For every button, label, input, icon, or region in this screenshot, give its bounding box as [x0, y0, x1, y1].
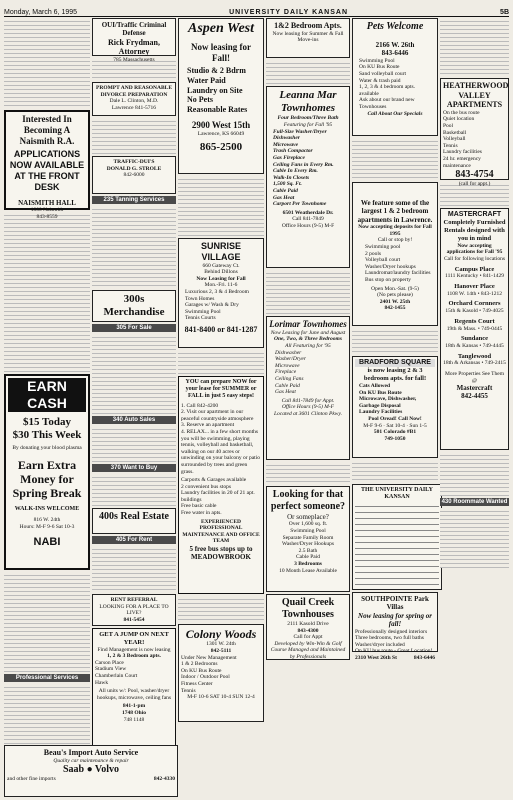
column-6 [440, 18, 509, 796]
meadow-step: 3. Reserve an apartment [181, 422, 235, 429]
lorimar-item: Ceiling Fans [275, 375, 304, 382]
colony-item: Tennis [181, 687, 196, 694]
oui-name: Rick Frydman, Attorney [108, 37, 160, 57]
perfect-item: Separate Family Room [282, 534, 334, 541]
colony-hours: M-F 10-6 SAT 10-4 SUN 12-4 [187, 694, 255, 701]
naismith-line: APPLICATIONS NOW AVAILABLE AT THE FRONT DESK [9, 149, 85, 192]
bradford-phone: 749-1050 [384, 435, 406, 442]
master-loc-name: Regents Court [454, 317, 495, 325]
classified-text [352, 328, 438, 354]
naismith-head: Interested In Becoming A Naismith R.A. [19, 114, 75, 146]
south-footer [355, 655, 435, 662]
meadowbrook-ad [178, 376, 264, 594]
colony-woods-ad [178, 624, 264, 722]
jump-pool: All units w/: Pool, washer/dryer hookups, microwave, ceiling fans [96, 688, 172, 701]
aspen-city: Lawrence, KS 66049 [197, 131, 245, 138]
leanna-item: Cable In Every Rm. [273, 168, 318, 175]
lorimar-sub: One, Two, & Three Bedrooms [274, 336, 342, 343]
quail-name: Quail Creek Townhouses [281, 597, 335, 620]
south-item: Professionally designed interiors [355, 628, 428, 635]
traffic-head: TRAFFIC-DUI'S [113, 159, 155, 165]
section-want-to-buy: 370 Want to Buy [92, 464, 176, 472]
earn-addr: 816 W. 24th [33, 516, 61, 523]
meadow-step: 1. Call 842-4200 [181, 402, 219, 409]
sunrise-item: Swimming Pool [185, 308, 221, 315]
parkrun-item: Bus stop on property [365, 276, 411, 283]
naismith-phone: 843-8559 [36, 213, 58, 220]
oui-traffic-ad [92, 18, 176, 63]
jump-item: Carson Place [95, 659, 124, 666]
perfect-item: 2.5 Bath [298, 547, 318, 554]
meadow-amen: Laundry facilities in 20 of 21 apt. buildings [181, 490, 255, 503]
lorimar-feat: All Featuring for '95 [285, 342, 331, 349]
bradford-item: Cats Allowed [359, 382, 391, 389]
lorimar-ad [266, 316, 350, 460]
beaus-phone: 842-4330 [153, 776, 175, 783]
sunrise-phone: 841-8400 or 841-1287 [184, 324, 258, 334]
sunrise-item: Garages w/ Wash & Dry [185, 302, 239, 309]
parkrun-item: Call or stop by! [377, 237, 413, 244]
colony-item: Indoor / Outdoor Pool [181, 674, 230, 681]
aspen-now: Now leasing for Fall! [191, 41, 251, 63]
master-head: MASTERCRAFT [447, 211, 502, 218]
meadow-bus: 5 free bus stops up to MEADOWBROOK [189, 545, 253, 562]
form-lines [355, 502, 439, 585]
perfect-bed: 3 Bedrooms [294, 560, 322, 567]
perfect-item: Washer/Dryer Hookups [282, 541, 334, 548]
jump-head: GET A JUMP ON NEXT YEAR! [99, 631, 169, 646]
earn-spring: Earn Extra Money for Spring Break [12, 457, 82, 501]
divorce-name: Dale L. Clinton, M.D. [109, 98, 159, 105]
beaus-line: Quality car maintenance & repair [53, 757, 129, 764]
heather-item: Quiet location [443, 116, 475, 123]
divorce-ad [92, 82, 176, 116]
real-estate-header [92, 508, 176, 534]
leanna-hours: Office Hours (9-5) M-F [281, 222, 335, 229]
leanna-item: Dishwasher [273, 135, 300, 142]
section-tanning: 235 Tanning Services [92, 196, 176, 204]
jump-phone: 841-1-pm [122, 703, 146, 710]
lorimar-item: Cable Paid [275, 382, 300, 389]
heather-name: HEATHERWOOD VALLEY APARTMENTS [443, 81, 509, 110]
heather-item: 24 hr. emergency maintenance [443, 155, 481, 169]
naismith-addr: 1800 Naismith [30, 206, 64, 213]
heather-item: On the bus route [443, 109, 480, 116]
classified-text [4, 684, 90, 744]
heatherwood-ad [440, 78, 509, 188]
south-item: Three bedrooms, two full baths [355, 635, 424, 642]
divorce-phone: Lawrence 841-5716 [111, 104, 157, 111]
leanna-item: Gas Heat [273, 194, 295, 201]
earn-week: $30 This Week [12, 428, 82, 441]
classified-text [4, 18, 90, 108]
classified-text [440, 18, 509, 76]
bradford-line: is now leasing 2 & 3 bedroom apts. for fall! [363, 367, 427, 383]
pets-phone: 843-6446 [381, 49, 409, 58]
master-call: Call for following locations [444, 255, 505, 262]
jump-num: 748 1148 [123, 716, 145, 723]
master-loc-name: Orchard Cornners [448, 300, 501, 308]
quail-addr: 2111 Kasold Drive [287, 621, 329, 627]
parkrun-item: Swimming pool [365, 243, 401, 250]
heather-phone: 843-4754 [455, 169, 494, 181]
rent-referral-ad [92, 594, 176, 626]
parkrun-item: Volleyball court [365, 257, 401, 264]
classified-text [92, 426, 176, 462]
meadow-amen: Free basic cable [181, 503, 217, 510]
classified-text [178, 596, 264, 622]
pets-item: Ask about our brand new Townhouses [359, 97, 415, 110]
heather-item: Volleyball [443, 136, 466, 143]
park-run-ad [352, 182, 438, 326]
perfect-ans: Or someplace? [287, 513, 329, 521]
sunrise-addr: 660 Gateway Ct. [202, 262, 240, 269]
bradford-square-ad [352, 356, 438, 458]
bradford-call: Pool Oread! Call Now! [368, 415, 422, 422]
leanna-item: Microwave [273, 141, 299, 148]
jump-rooms: 1, 2 & 3 Bedroom apts. [107, 653, 161, 660]
lorimar-item: Gas Heat [275, 389, 296, 396]
quail-creek-ad [266, 594, 350, 660]
merchandise-header [92, 290, 176, 322]
lorimar-item: Microwave [275, 362, 300, 369]
parkrun-item: 2 pools [365, 250, 382, 257]
naismith-ad [4, 110, 90, 220]
aspen-item: Reasonable Rates [187, 104, 248, 114]
earn-walk: WALK-INS WELCOME [14, 505, 80, 512]
colony-addr: 1301 W. 24th [206, 641, 236, 648]
master-loc-addr: 18th & Kansas • 749-4445 [445, 342, 504, 349]
leanna-item: Trash Compactor [273, 148, 313, 155]
section-prof-services: Professional Services [4, 674, 90, 682]
master-loc-name: Hanover Place [454, 282, 495, 290]
classified-text [266, 60, 350, 84]
divorce-head: PROMPT AND REASONABLE DIVORCE PREPARATION [96, 85, 172, 98]
jump-item: Hawk [95, 679, 109, 686]
leanna-name: Leanna Mar Townhomes [279, 89, 337, 115]
leanna-sub: Four Bedroom/Three Bath [277, 115, 339, 122]
heather-call: (call for appt.) [458, 181, 491, 188]
leanna-item: 1,500 Sq. Ft. [273, 181, 302, 188]
pets-item: Sand volleyball court [359, 70, 407, 77]
jay-head: 1&2 Bedroom Apts. [274, 21, 342, 30]
aspen-name: Aspen West [188, 21, 254, 36]
master-loc-addr: 18th & Arkansas • 749-2415 [443, 360, 506, 367]
classified-text [266, 270, 350, 314]
master-loc-addr: 15th & Kasold • 749-4025 [445, 308, 504, 315]
heather-item: Tennis [443, 142, 458, 149]
jump-item: Chamberlain Court [95, 672, 138, 679]
master-loc-addr: 19th & Mass. • 749-0445 [446, 325, 503, 332]
jay-sub: Now leasing for Summer & Fall Move-ins [272, 30, 344, 44]
south-addr: 2310 West 26th St [355, 654, 397, 661]
rent-ref-name: LOOKING FOR A PLACE TO LIVE? [99, 603, 169, 617]
header-page: 5B [500, 9, 509, 16]
colony-phone: 842-5111 [210, 647, 232, 654]
lorimar-item: Dishwasher [275, 349, 302, 356]
traffic-dui-ad [92, 156, 176, 194]
section-for-rent: 405 For Rent [92, 536, 176, 544]
classified-order-form [352, 484, 442, 590]
aspen-item: No Pets [187, 95, 213, 105]
beaus-head: Beau's Import Auto Service [43, 748, 139, 757]
beaus-other: and other fine imports [7, 776, 56, 783]
lorimar-phone: Call 841-7849 for Appt. [281, 397, 335, 404]
perfect-q: Looking for that perfect someone? [270, 489, 346, 512]
classified-text [4, 212, 90, 372]
parkrun-phone: 842-1455 [384, 305, 406, 312]
colony-item: Fitness Center [181, 680, 213, 687]
parkrun-head: We feature some of the largest 1 & 2 bedroom apartments in Lawrence. [357, 199, 433, 224]
mastercraft-ad [440, 208, 509, 450]
pets-head: Pets Welcome [366, 21, 424, 32]
jump-line: Find Management is now leasing [97, 646, 171, 653]
pets-item: Water & trash paid [359, 77, 401, 84]
lorimar-name: Lorimar Townhomes [269, 319, 347, 329]
meadow-amen: Carports & Garages available [181, 477, 247, 484]
classified-text [92, 474, 176, 506]
parkrun-item: Washer/Dryer hookups [365, 263, 416, 270]
classified-text [178, 176, 264, 236]
south-item: On KU bus route - Great Location! [355, 648, 433, 655]
earn-today: $15 Today [23, 415, 71, 428]
oui-sub: 785 Massachusetts [113, 56, 155, 63]
perfect-min: 10 Month Lease Available [279, 567, 337, 574]
bradford-item: On KU Bus Route [359, 389, 402, 396]
lorimar-addr: Located at 3601 Clinton Pkwy. [274, 410, 342, 417]
sunrise-hours: Mon.-Fri. 11-6 [204, 282, 238, 289]
master-mstr: Mastercraft [456, 384, 493, 393]
leanna-item: Walk-In Closets [273, 174, 310, 181]
aspen-addr: 2900 West 15th [191, 120, 251, 131]
meadow-step: 2. Visit our apartment in our peaceful countryside atmosphere [181, 409, 254, 422]
classified-text [440, 452, 509, 496]
perfect-item: Cable Paid [296, 554, 320, 561]
lorimar-now: Now Leasing for June and August [270, 329, 346, 336]
lorimar-item: Fireplace [275, 369, 297, 376]
classified-text [178, 350, 264, 374]
master-sub: Completely Furnished Rentals designed with you in mind [443, 219, 506, 242]
classified-paper: THE UNIVERSITY DAILY KANSAN [361, 487, 433, 501]
parkrun-hours: Open Mon.-Sat. (9-5) [371, 285, 419, 292]
leanna-item: Gas Fireplace [273, 154, 305, 161]
aspen-phone: 865-2500 [199, 140, 243, 153]
jayhawker-ad [266, 18, 350, 58]
colony-item: 1 & 2 Bedrooms [181, 661, 218, 668]
bradford-item: Microwave, Dishwasher, Garbage Disposal [359, 396, 417, 409]
parkrun-item: Laundromat/laundry facilities [365, 270, 431, 277]
pets-welcome-ad [352, 18, 438, 136]
classified-text [92, 118, 176, 154]
quail-phone: 843-4300 [297, 627, 319, 634]
aspen-west-ad [178, 18, 264, 174]
naismith-name: NAISMITH HALL [18, 198, 76, 207]
master-loc-name: Campus Place [454, 265, 495, 273]
header-date: Monday, March 6, 1995 [4, 9, 78, 16]
classified-text [92, 546, 176, 592]
traffic-phone: 842-6000 [123, 172, 145, 179]
sunrise-item: Luxurious 2, 3 & 4 Bedroom Town Homes [185, 288, 249, 302]
quail-sub: Developed by Win-Win & Golf Course Managed and Maintained by Professionals [270, 640, 346, 660]
meadow-step: 4. RELAX... in a few short months you will be swimming, playing tennis, volleyball and basketball, walking on our 40 acres or unwinding on your balcony or patio surrounded by trees and green grass. [181, 428, 260, 475]
jump-item: Stadium View [95, 666, 127, 673]
column-3 [178, 18, 264, 796]
classified-text [92, 206, 176, 288]
master-loc-name: Tanglewood [457, 352, 492, 360]
bradford-item: Laundry Facilities [359, 409, 403, 416]
south-now: Now leasing for spring or fall! [358, 611, 432, 629]
column-5 [352, 18, 438, 796]
leanna-addr: 6501 Weatherdale Dr. [282, 209, 334, 216]
classified-text [352, 460, 438, 482]
south-item: Washer/dryer included [355, 641, 405, 648]
meadow-mgmt: EXPERIENCED PROFESSIONAL MAINTENANCE AND OFFICE TEAM [182, 518, 260, 545]
colony-name: Colony Woods [185, 627, 257, 641]
sunrise-now: Now Leasing for Fall [196, 275, 246, 282]
section-auto-sales: 340 Auto Sales [92, 416, 176, 424]
southpointe-ad [352, 592, 438, 661]
meadow-amen: 2 convenient bus stops [181, 483, 231, 490]
pets-item: 1, 2, 3 & 4 bedroom apts. available [359, 84, 416, 97]
perfect-item: Over 1,600 sq. ft. [288, 521, 328, 528]
lorimar-hours: Office Hours (9-5) M-F [281, 404, 335, 411]
nabi-logo: NABI [33, 536, 61, 549]
quail-hours: Call for Appt [293, 634, 323, 641]
leanna-item: Carport Per Townhome [273, 201, 327, 208]
bradford-head: BRADFORD SQUARE [355, 359, 435, 367]
perfect-someone-ad [266, 486, 350, 592]
classified-text [352, 138, 438, 180]
earn-by: By donating your blood plasma [12, 444, 82, 451]
oui-head: OUI/Traffic Criminal Defense [101, 21, 167, 38]
parkrun-addr: 2401 W. 25th [379, 298, 411, 305]
bradford-addr: 501 Colorado #B1 [373, 429, 417, 436]
master-loc-addr: 1108 W. 14th • 843-1212 [446, 290, 503, 297]
pets-item: Swimming Pool [359, 57, 395, 64]
master-now: Now accepting applications for Fall '95 [446, 242, 503, 256]
colony-item: On KU Bus Route [181, 667, 222, 674]
leanna-mar-ad [266, 86, 350, 268]
leanna-item: Full-Size Washer/Dryer [273, 128, 327, 135]
traffic-name: DONALD G. STROLE [106, 165, 162, 172]
heather-item: Laundry facilities [443, 149, 482, 156]
perfect-item: Swimming Pool [290, 527, 326, 534]
leanna-item: Cable Paid [273, 187, 298, 194]
sunrise-village-ad [178, 238, 264, 348]
pets-addr: 2166 W. 26th [375, 41, 415, 49]
parkrun-now: Now accepting deposits for Fall 1995 [358, 224, 432, 237]
header-paper: UNIVERSITY DAILY KANSAN [229, 9, 349, 16]
leanna-feat: Featuring for Fall '95 [283, 121, 333, 128]
master-more: More Properties See Them @ [444, 370, 504, 384]
beaus-brands: Saab ● Volvo [62, 764, 120, 776]
sunrise-sub: Behind Dillons [204, 269, 238, 276]
master-phone: 842-4455 [461, 392, 488, 401]
section-for-sale: 305 For Sale [92, 324, 176, 332]
pets-item: On KU Bus Route [359, 64, 400, 71]
pets-call: Call About Our Specials [367, 110, 423, 117]
parkrun-plan: (No pets please) [377, 292, 413, 299]
aspen-item: Studio & 2 Bdrm [187, 66, 246, 76]
beaus-auto-ad [4, 745, 178, 797]
meadow-amen: Free water in apts. [181, 510, 222, 517]
south-phone: 843-6446 [413, 654, 435, 661]
aspen-item: Laundry on Site [187, 85, 243, 95]
classified-text [266, 462, 350, 484]
meadow-head: YOU can prepare NOW for your lease for SUMMER or FALL in just 5 easy steps! [185, 379, 257, 400]
earn-cash-ad [4, 374, 90, 570]
column-1 [4, 18, 90, 796]
sunrise-name: SUNRISE VILLAGE [200, 241, 241, 262]
master-loc-addr: 1111 Kentucky • 841-1429 [445, 273, 504, 280]
column-4 [266, 18, 350, 796]
lorimar-item: Washer/Dryer [275, 356, 306, 363]
leanna-item: Ceiling Fans in Every Rm. [273, 161, 334, 168]
classified-text [92, 334, 176, 414]
classified-text [4, 572, 90, 672]
section-roommate: 430 Roommate Wanted [441, 499, 508, 505]
rent-ref-phone: 841-5454 [123, 616, 145, 623]
find-management-ad [92, 628, 176, 752]
colony-item: Under New Management [181, 654, 237, 661]
realestate-title: 400s Real Estate [99, 511, 169, 522]
classified-text [440, 508, 509, 568]
sunrise-item: Tennis Courts [185, 315, 216, 322]
heather-item: Pool [443, 122, 454, 129]
jump-addr: 1748 Ohio [122, 709, 146, 716]
leanna-phone: Call 841-7849 [292, 216, 324, 223]
aspen-item: Water Paid [187, 75, 226, 85]
earn-cash-title: EARN CASH [8, 378, 86, 412]
page-header [4, 2, 509, 17]
rent-ref-head: RENT REFERRAL [110, 597, 158, 603]
south-name: SOUTHPOINTE Park Villas [361, 595, 429, 612]
master-loc-name: Sundance [460, 335, 489, 343]
heather-item: Basketball [443, 129, 467, 136]
column-2 [92, 18, 176, 796]
bradford-hours: M-F 9-6 · Sat 10-4 · Sun 1-5 [363, 422, 427, 429]
earn-hours: Hours: M-F 9-6 Sat 10-3 [19, 523, 75, 530]
merch-title: 300s Merchandise [103, 293, 165, 319]
